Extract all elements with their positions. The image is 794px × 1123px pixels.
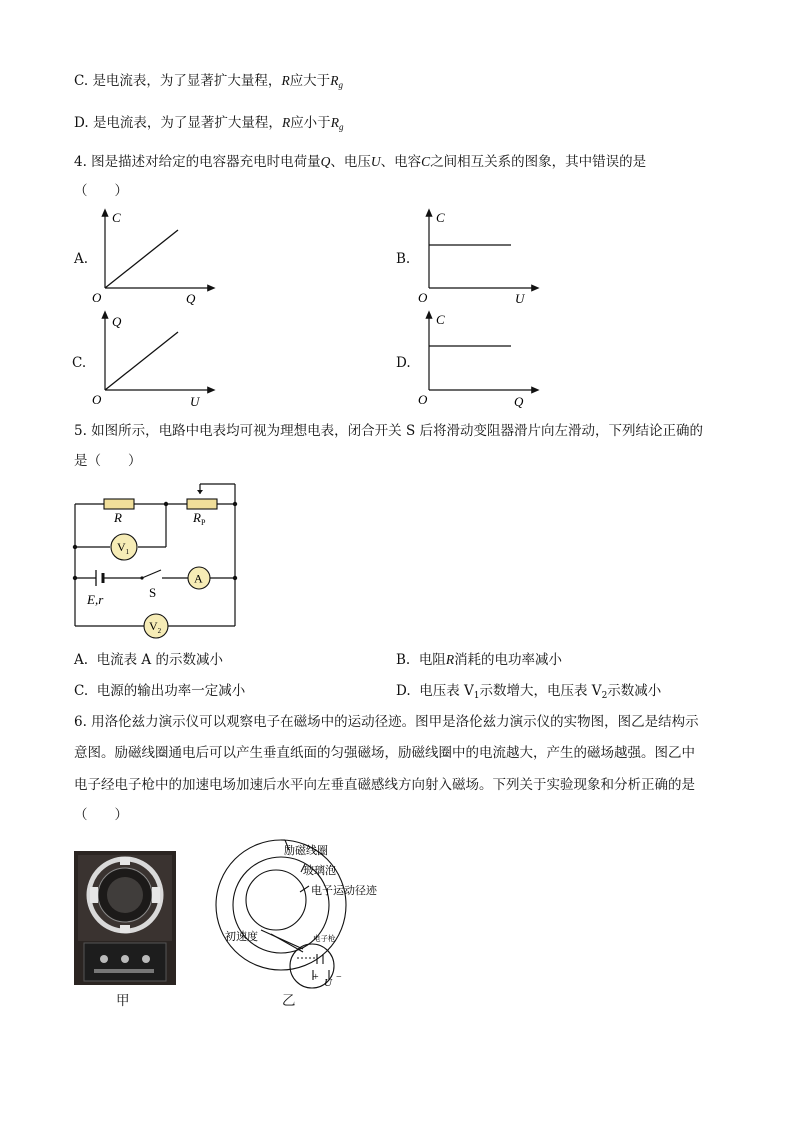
resistor-r-label: R bbox=[114, 510, 122, 525]
switch-label: S bbox=[149, 585, 157, 600]
coil-circle bbox=[216, 840, 346, 970]
apparatus-photo bbox=[74, 851, 176, 985]
y-axis-label: C bbox=[436, 210, 445, 225]
origin-label: O bbox=[92, 392, 102, 407]
q5-option-d: D. 电压表 $V_1$示数增大，电压表 $V_2$示数减小 bbox=[396, 683, 662, 701]
initial-velocity-label: 初速度 bbox=[225, 931, 258, 943]
resistor-r bbox=[104, 499, 134, 509]
graph-line bbox=[105, 332, 178, 390]
q6-answer-paren: （ ） bbox=[74, 807, 128, 823]
voltmeter-v1-label: $V_1$ bbox=[117, 540, 130, 556]
coil-label: 励磁线圈 bbox=[284, 845, 328, 857]
track-label: 电子运动径迹 bbox=[311, 885, 377, 897]
x-axis-label: U bbox=[190, 394, 200, 409]
q4-answer-paren: （ ） bbox=[74, 183, 128, 199]
q5-stem-line1: 5. 如图所示，电路中电表均可视为理想电表，闭合开关 S 后将滑动变阻器滑片向左滑动，下列结论正确的 bbox=[74, 423, 704, 439]
q6-stem-line2: 意图。励磁线圈通电后可以产生垂直纸面的匀强磁场，励磁线圈中的电流越大，产生的磁场越强。图乙中 bbox=[74, 745, 695, 761]
x-axis-label: Q bbox=[514, 394, 524, 409]
junction-dot bbox=[164, 502, 168, 506]
q3-option-d: D. 是电流表，为了显著扩大量程，R应小于$R_g$ bbox=[74, 115, 344, 132]
structure-diagram bbox=[205, 840, 405, 990]
rheostat-rp bbox=[187, 499, 217, 509]
q6-stem-line3: 电子经电子枪中的加速电场加速后水平向左垂直磁感线方向射入磁场。下列关于实验现象和分析正确的是 bbox=[74, 777, 695, 793]
q4-option-d-label: D. bbox=[396, 355, 411, 371]
fig-jia-caption: 甲 bbox=[116, 993, 130, 1009]
junction-dot bbox=[73, 545, 77, 549]
voltage-label: U bbox=[324, 977, 332, 989]
q5-circuit-diagram bbox=[70, 474, 250, 644]
voltmeter-v2-label: $V_2$ bbox=[149, 619, 162, 635]
battery-label: E,r bbox=[87, 592, 104, 607]
slider-arrow-icon bbox=[197, 490, 203, 494]
q4-graph-c bbox=[90, 308, 220, 408]
y-axis-label: C bbox=[112, 210, 121, 225]
x-axis-label: Q bbox=[186, 291, 196, 306]
junction-dot bbox=[233, 502, 237, 506]
plus-terminal: + bbox=[313, 972, 319, 983]
track-circle bbox=[246, 870, 306, 930]
switch-blade bbox=[142, 570, 161, 578]
minus-terminal: − bbox=[336, 972, 342, 983]
fig-yi-caption: 乙 bbox=[282, 993, 296, 1009]
graph-line bbox=[105, 230, 178, 288]
q5-option-b: B. 电阻R消耗的电功率减小 bbox=[396, 652, 563, 668]
q4-graph-a bbox=[90, 206, 220, 306]
ammeter-label: A bbox=[194, 571, 203, 586]
junction-dot bbox=[73, 576, 77, 580]
q4-option-b-label: B. bbox=[396, 251, 411, 267]
y-axis-label: Q bbox=[112, 314, 122, 329]
origin-label: O bbox=[418, 392, 428, 407]
q5-option-a: A. 电流表 A 的示数减小 bbox=[74, 652, 223, 668]
bulb-label: 玻璃泡 bbox=[303, 865, 336, 877]
q4-option-c-label: C. bbox=[72, 355, 87, 371]
origin-label: O bbox=[418, 290, 428, 305]
q6-stem-line1: 6. 用洛伦兹力演示仪可以观察电子在磁场中的运动径迹。图甲是洛伦兹力演示仪的实物图，图乙是结构示 bbox=[74, 714, 699, 730]
junction-dot bbox=[233, 576, 237, 580]
q4-stem: 4. 图是描述对给定的电容器充电时电荷量Q、电压U、电容C之间相互关系的图象，其中错误的是 bbox=[74, 154, 647, 170]
q5-option-c: C. 电源的输出功率一定减小 bbox=[74, 683, 246, 699]
x-axis-label: U bbox=[515, 291, 525, 306]
q4-graph-d bbox=[414, 308, 544, 408]
y-axis-label: C bbox=[436, 312, 445, 327]
q4-option-a-label: A. bbox=[74, 251, 89, 267]
q4-graph-b bbox=[414, 206, 544, 306]
origin-label: O bbox=[92, 290, 102, 305]
q5-stem-line2: 是（ ） bbox=[74, 453, 142, 469]
electron-gun-label: 电子枪 bbox=[313, 934, 336, 943]
rheostat-rp-label: $R_P$ bbox=[193, 510, 206, 527]
q3-option-c: C. 是电流表，为了显著扩大量程，R应大于$R_g$ bbox=[74, 73, 343, 90]
